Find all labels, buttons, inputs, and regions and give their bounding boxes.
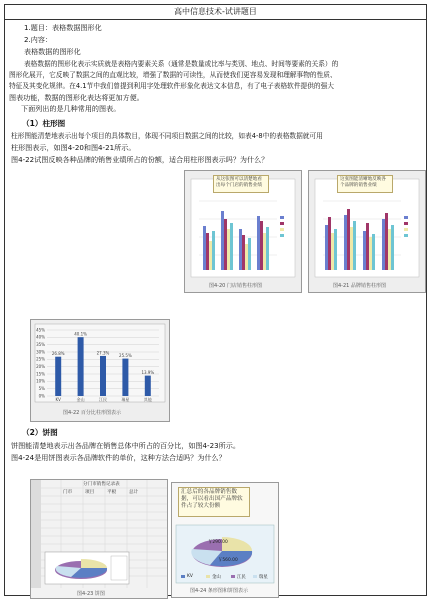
figure-4-23: [30, 479, 168, 599]
intro-para-1a: 表格数据的图形化表示实质就是表格内要素关系（通常是数量或比率与类别、地点、时间等要素的关系）的: [24, 60, 339, 68]
figure-4-22: [30, 319, 170, 422]
y-tick-label: 30%: [36, 349, 45, 355]
percent-bar-chart: [31, 320, 169, 421]
data-label: 13.9%: [141, 370, 155, 376]
y-tick-label: 35%: [36, 342, 45, 348]
intro-para-1c: 特征及其变化规律。在4.1节中我们曾提到利用字处理软件形象化表达文本信息，有了电子表格软件提供的强大: [9, 82, 334, 90]
sheet-col-1: 门市: [63, 490, 73, 495]
bar: [145, 376, 151, 396]
intro-para-2: 下面列出的是几种常用的图表。: [21, 104, 121, 113]
pie-label-1: ￥290.00: [208, 540, 228, 545]
topic-line: 1.题目：表格数据图形化: [24, 23, 102, 32]
data-label: 26.8%: [51, 351, 65, 357]
data-label: 40.1%: [74, 331, 87, 337]
y-tick-label: 45%: [36, 327, 45, 333]
figure-4-23-caption: 图4-23 饼图: [77, 591, 105, 597]
bar-section-heading: （1）柱形图: [22, 119, 66, 128]
figure-4-20: [184, 170, 302, 293]
sheet-title: 分门市销售记录表: [83, 482, 120, 487]
figure-4-20-callout: 从这张图可以清楚地看出每个门店的销售业绩: [213, 175, 269, 193]
spreadsheet-pie-chart: [31, 480, 167, 598]
intro-heading: 表格数据的图形化: [24, 47, 81, 56]
sheet-col-2: 项目: [85, 490, 95, 495]
data-label: 27.3%: [96, 350, 110, 356]
pie-section-line1: 饼图能清楚地表示出各品牌在销售总体中所占的百分比，如图4-23所示。: [11, 441, 240, 450]
legend-ruixing: 瑞星: [259, 575, 268, 580]
data-label: 25.5%: [119, 353, 132, 359]
y-tick-label: 40%: [36, 334, 45, 340]
pie-section-question: 图4-24是用饼图表示各品牌软件的单价，这种方法合适吗？为什么？: [11, 453, 226, 462]
legend-jiangmin: 江民: [237, 575, 246, 580]
bar-section-question: 图4-22试图反映各种品牌的销售业绩所占的份额，适合用柱形图表示吗？为什么？: [11, 155, 269, 164]
sheet-col-4: 总计: [129, 490, 139, 495]
sheet-col-3: 平板: [107, 490, 117, 495]
category-label: 江民: [99, 397, 107, 402]
y-tick-label: 20%: [36, 364, 45, 370]
figure-4-24-caption: 图4-24 条形图和饼图表示: [190, 588, 248, 594]
legend-kv: KV: [187, 574, 193, 579]
bar-section-line2: 柱形图表示，如图4-20和图4-21所示。: [11, 143, 136, 152]
figure-4-21-callout: 这张图能清晰地反映各个品牌的销售业绩: [337, 175, 393, 193]
pie-label-2: ￥560.00: [218, 558, 238, 563]
bar: [55, 357, 61, 396]
page-header: 高中信息技术-试讲题目: [5, 5, 426, 20]
intro-para-1b: 图形化展开，它反映了数据之间的直观比较，增强了数据的可读性，从而使我们更容易发现和理解事物的性质、: [9, 71, 337, 79]
figure-4-22-caption: 图4-22 百分比柱形图表示: [63, 410, 121, 416]
category-label: 金山: [76, 397, 85, 402]
y-tick-label: 0%: [38, 393, 45, 399]
figure-4-24-callout: 汇总后的各品牌销售数据，可以看出国产品牌软件占了较大份额: [178, 487, 250, 517]
bar: [122, 359, 128, 396]
figure-4-21-caption: 图4-21 品牌销售柱形图: [333, 283, 386, 289]
document-page: [4, 4, 427, 596]
y-tick-label: 25%: [36, 356, 45, 362]
bar: [78, 337, 84, 396]
figure-4-24: [171, 482, 279, 598]
bar: [100, 356, 106, 396]
y-tick-label: 5%: [38, 386, 45, 392]
figure-4-21: [308, 170, 426, 293]
content-line: 2.内容：: [24, 35, 53, 44]
bar-section-line1: 柱形图能清楚地表示出每个项目的具体数目，体现不同项目数据之间的比较，如表4-8中的表格数据就可用: [11, 132, 323, 140]
figure-4-20-caption: 图4-20 门店销售柱形图: [209, 283, 262, 289]
y-tick-label: 15%: [36, 371, 45, 377]
intro-para-1d: 图表功能，数据的图形化表达将更加方便。: [9, 93, 144, 102]
category-label: 其他: [143, 397, 152, 402]
pie-section-heading: （2）饼图: [22, 428, 58, 437]
y-tick-label: 10%: [36, 378, 45, 384]
legend-jinshan: 金山: [212, 575, 221, 580]
category-label: 瑞星: [121, 397, 130, 402]
category-label: KV: [55, 397, 61, 402]
